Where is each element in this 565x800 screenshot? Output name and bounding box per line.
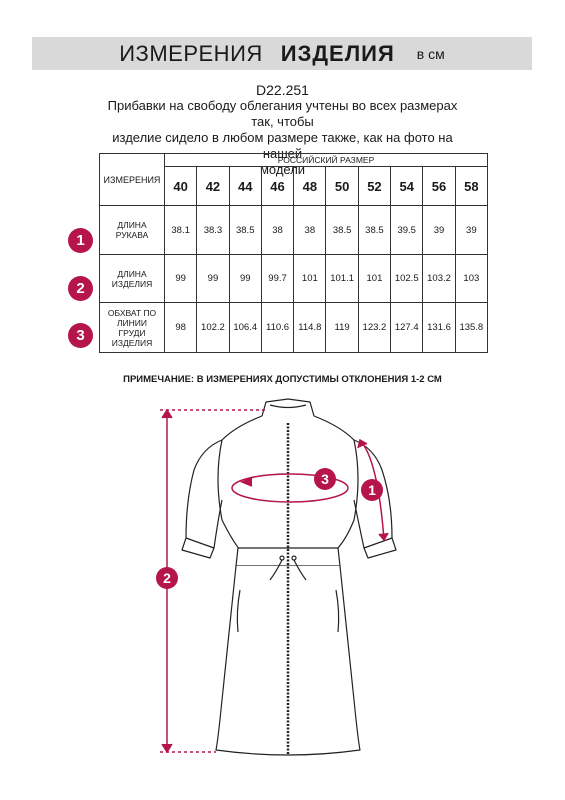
left-cuff [182,538,214,558]
header-size-group: РОССИЙСКИЙ РАЗМЕР [165,154,488,167]
size-cell: 58 [455,167,487,206]
value-cell: 103.2 [423,255,455,303]
row-label-line: РУКАВА [115,230,149,240]
value-cell: 106.4 [229,303,261,353]
value-cell: 39 [423,206,455,255]
size-cell: 40 [165,167,197,206]
value-cell: 38.3 [197,206,229,255]
value-cell: 135.8 [455,303,487,353]
size-cell: 56 [423,167,455,206]
size-cell: 50 [326,167,358,206]
title-part2: ИЗДЕЛИЯ [280,40,395,66]
value-cell: 38.1 [165,206,197,255]
value-cell: 99.7 [261,255,293,303]
value-cell: 38 [261,206,293,255]
fit-note-line1: Прибавки на свободу облегания учтены во всех размерах так, чтобы [107,98,458,129]
marker-chest [314,468,336,490]
value-cell: 99 [165,255,197,303]
value-cell: 114.8 [294,303,326,353]
svg-text:2: 2 [163,570,171,586]
length-arrow-head-top [162,410,172,418]
size-cell: 42 [197,167,229,206]
marker-length [156,567,178,589]
right-cuff [364,538,396,558]
row-number-badge: 2 [68,276,93,301]
row-number-badge: 1 [68,228,93,253]
size-cell: 54 [391,167,423,206]
value-cell: 110.6 [261,303,293,353]
value-cell: 99 [197,255,229,303]
fit-note-line3: модели [259,162,306,177]
value-cell: 101 [294,255,326,303]
value-cell: 101 [358,255,390,303]
value-cell: 102.5 [391,255,423,303]
value-cell: 119 [326,303,358,353]
row-label-line: ДЛИНА [117,220,147,230]
value-cell: 103 [455,255,487,303]
value-cell: 123.2 [358,303,390,353]
length-arrow-head-bottom [162,744,172,752]
size-cell: 44 [229,167,261,206]
value-cell: 102.2 [197,303,229,353]
row-number-badge: 3 [68,323,93,348]
value-cell: 38.5 [358,206,390,255]
value-cell: 127.4 [391,303,423,353]
value-cell: 101.1 [326,255,358,303]
size-cell: 48 [294,167,326,206]
row-label-line: ДЛИНА [117,268,147,279]
sleeve-arrow-head-bottom [379,533,388,540]
left-sleeve [186,440,222,548]
value-cell: 39.5 [391,206,423,255]
svg-text:1: 1 [368,482,376,498]
fit-note-line2: изделие сидело в любом размере также, как на фото на нашей [112,130,453,161]
tolerance-remark: ПРИМЕЧАНИЕ: В ИЗМЕРЕНИЯХ ДОПУСТИМЫ ОТКЛОНЕНИЯ 1-2 СМ [123,374,442,385]
value-cell: 38.5 [326,206,358,255]
size-cell: 46 [261,167,293,206]
value-cell: 39 [455,206,487,255]
header-measurements: ИЗМЕРЕНИЯ [100,154,165,206]
title-part1: ИЗМЕРЕНИЯ [119,40,263,66]
value-cell: 131.6 [423,303,455,353]
title-unit: в см [416,45,445,62]
row-label-line: ГРУДИ [118,327,146,338]
row-label-line: ЛИНИИ [116,317,148,328]
value-cell: 38 [294,206,326,255]
svg-text:3: 3 [321,471,329,487]
row-label-line: ИЗДЕЛИЯ [111,337,153,348]
value-cell: 99 [229,255,261,303]
value-cell: 38.5 [229,206,261,255]
article-code: D22.251 [256,82,309,98]
skirt-outline [216,566,360,755]
value-cell: 98 [165,303,197,353]
size-cell: 52 [358,167,390,206]
row-label-line: ИЗДЕЛИЯ [111,278,153,289]
marker-sleeve [361,479,383,501]
row-label-line: ОБХВАТ ПО [107,307,157,318]
